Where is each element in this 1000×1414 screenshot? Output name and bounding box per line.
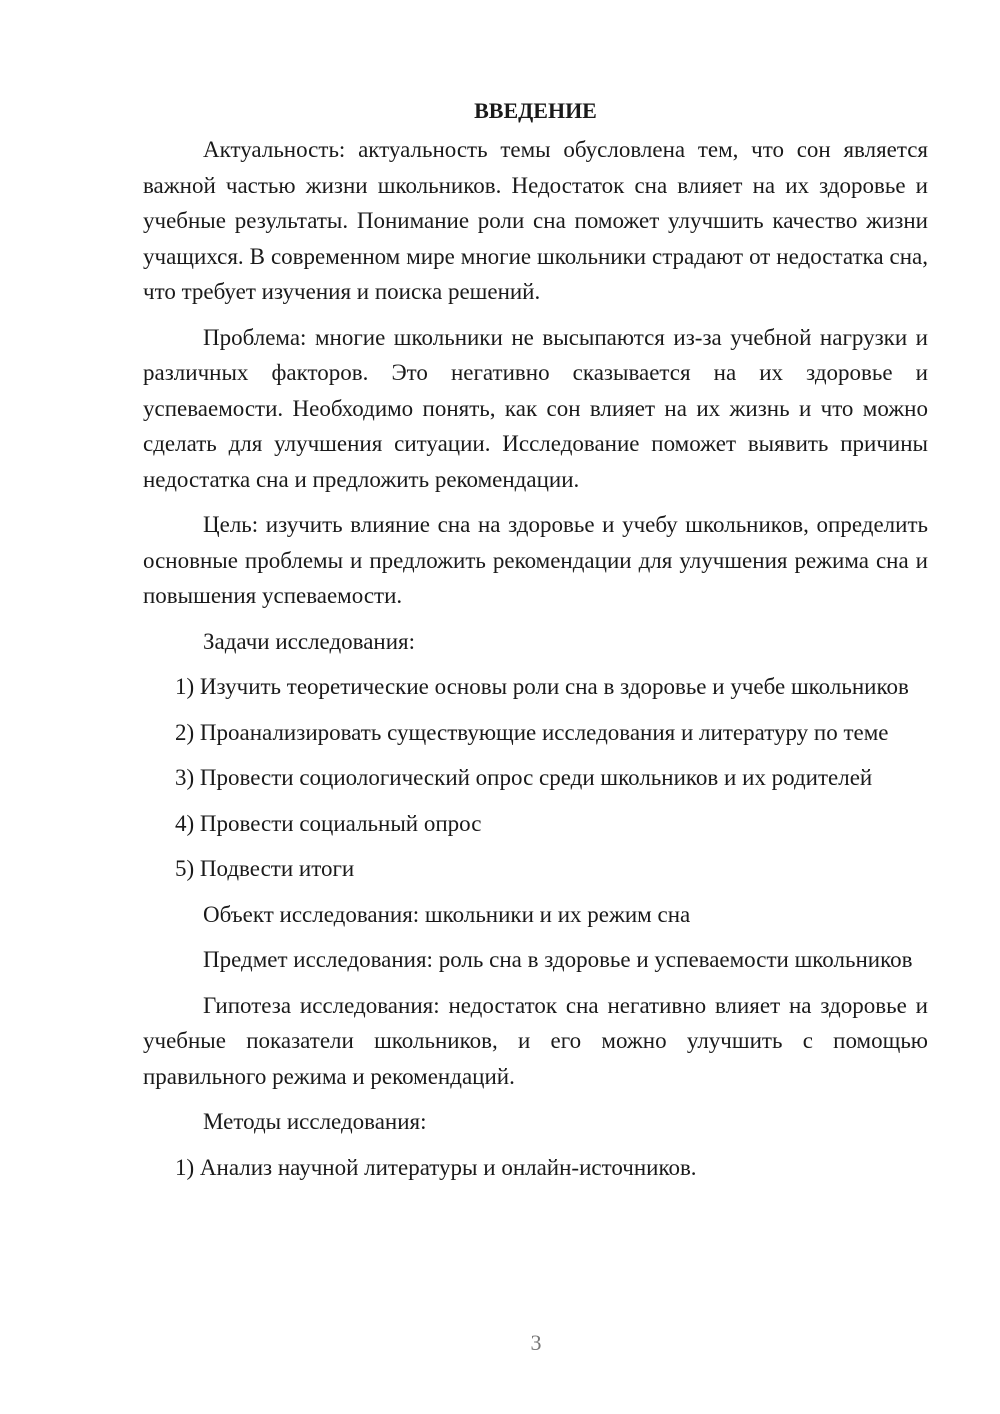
task-item-5: 5) Подвести итоги [175,856,355,881]
paragraph-subject: Предмет исследования: роль сна в здоровье и успеваемости школьников [203,947,913,972]
task-item-2: 2) Проанализировать существующие исследования и литературу по теме [175,719,889,745]
page-title: ВВЕДЕНИЕ [474,98,597,123]
task-item-3: 3) Провести социологический опрос среди школьников и их родителей [175,765,873,790]
paragraph-problem: Проблема: многие школьники не высыпаются из-за учебной нагрузки и различных факторов. Это негативно сказывается на их здоровье и успеваемости. Необходимо понять, как сон влияет на их жизнь и что можно сделать для улучшения ситуации. Исследование поможет выявить причины недостатка сна и предложить рекомендации. [143,324,928,492]
task-item-4: 4) Провести социальный опрос [175,810,482,836]
task-item-1: 1) Изучить теоретические основы роли сна в здоровье и учебе школьников [175,674,909,699]
method-item-1: 1) Анализ научной литературы и онлайн-источников. [175,1154,697,1180]
paragraph-object: Объект исследования: школьники и их режим сна [203,901,691,927]
paragraph-tasks-heading: Задачи исследования: [203,628,416,654]
paragraph-hypothesis: Гипотеза исследования: недостаток сна негативно влияет на здоровье и учебные показатели школьников, и его можно улучшить с помощью правильного режима и рекомендаций. [143,992,928,1089]
paragraph-goal: Цель: изучить влияние сна на здоровье и учебу школьников, определить основные проблемы и предложить рекомендации для улучшения режима сна и повышения успеваемости. [143,512,928,608]
paragraph-methods-heading: Методы исследования: [203,1109,427,1134]
paragraph-relevance: Актуальность: актуальность темы обусловлена тем, что сон является важной частью жизни школьников. Недостаток сна влияет на их здоровье и учебные результаты. Понимание роли сна поможет улучшить качество жизни учащихся. В современном мире многие школьники страдают от недостатка сна, что требует изучения и поиска решений. [143,137,928,304]
page-number: 3 [530,1330,542,1355]
